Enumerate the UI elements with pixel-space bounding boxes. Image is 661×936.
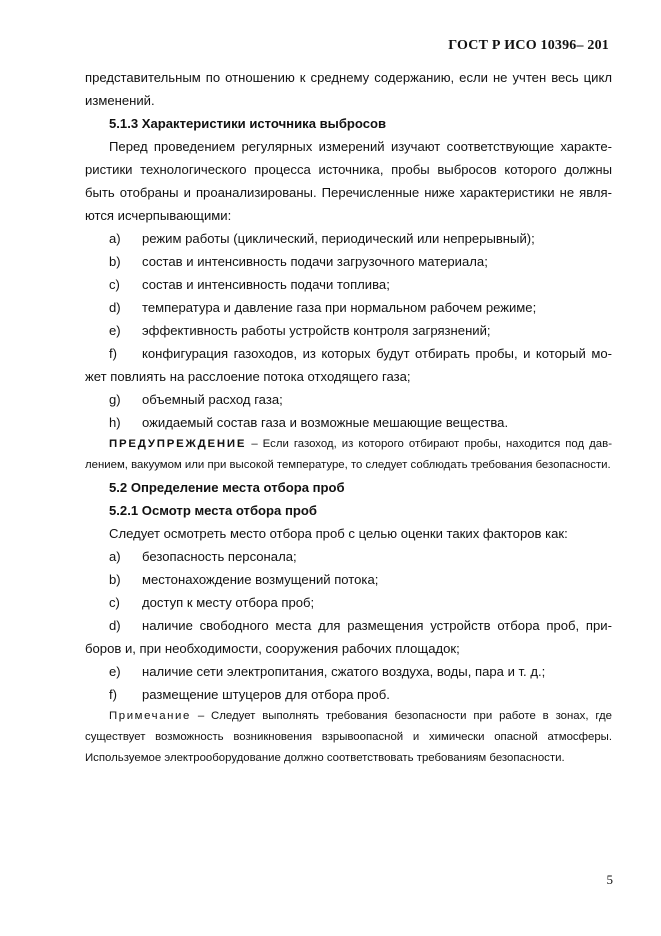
intro-line-2-text: изменений.: [85, 93, 155, 108]
list-item: [85, 227, 612, 250]
section-521-paragraph: Следует осмотреть место отбора проб с целью оценки таких факторов как:: [109, 526, 568, 541]
list-item: [85, 545, 612, 568]
list-item-label: f): [109, 687, 117, 702]
note: [85, 706, 612, 769]
list-item-label: g): [109, 392, 121, 407]
warning-text: – Если газоход, из которого отбирают пробы, находится под давлением, вакуумом или при высокой температуре, то следует соблюдать требования безопасности.: [85, 438, 612, 471]
section-521-heading: 5.2.1 Осмотр места отбора проб: [109, 503, 317, 518]
list-item-label: d): [109, 300, 121, 315]
list-item: [85, 614, 612, 660]
document-body: [85, 66, 612, 769]
list-item-label: c): [109, 277, 120, 292]
list-item-label: e): [109, 323, 121, 338]
note-text: – Следует выполнять требования безопасности при работе в зонах, где существует возможность возникновения взрывоопасной и химически опасной атмосферы. Используемое электрооборудование должно соответствовать требованиям безопасности.: [85, 710, 612, 764]
list-item-text: эффективность работы устройств контроля загрязнений;: [142, 323, 491, 338]
list-item: [85, 342, 612, 388]
list-item-label: f): [109, 346, 117, 361]
list-item: [85, 296, 612, 319]
list-item-text: безопасность персонала;: [142, 549, 297, 564]
list-item-text: объемный расход газа;: [142, 392, 283, 407]
list-item: [85, 250, 612, 273]
list-item-text: местонахождение возмущений потока;: [142, 572, 379, 587]
list-item: [85, 591, 612, 614]
list-item-label: b): [109, 254, 121, 269]
intro-line-1: [85, 66, 612, 89]
section-513-heading: 5.1.3 Характеристики источника выбросов: [109, 116, 387, 131]
list-item-label: h): [109, 415, 121, 430]
list-item: [85, 319, 612, 342]
list-item-label: d): [109, 618, 121, 633]
list-item-label: c): [109, 595, 120, 610]
list-item-text: конфигурация газоходов, из которых будут отбирать пробы, и который может повлиять на расслоение потока отходящего газа;: [85, 346, 612, 384]
list-item-text: температура и давление газа при нормальном рабочем режиме;: [142, 300, 537, 315]
intro-line-1-text: представительным по отношению к среднему содержанию, если не учтен весь цикл: [85, 70, 612, 85]
list-item-text: состав и интенсивность подачи топлива;: [142, 277, 390, 292]
section-513-paragraph: Перед проведением регулярных измерений изучают соответствующие характеристики технологического процесса источника, пробы выбросов которого должны быть отобраны и проанализированы. Перечисленные ниже характеристики не являются исчерпывающими:: [85, 139, 612, 223]
list-item-label: e): [109, 664, 121, 679]
list-item-label: a): [109, 549, 121, 564]
list-item: [85, 273, 612, 296]
list-item-text: наличие свободного места для размещения устройств отбора проб, приборов и, при необходимости, сооружения рабочих площадок;: [85, 618, 612, 656]
document-code-header: ГОСТ Р ИСО 10396– 201: [448, 38, 609, 53]
warning-label: ПРЕДУПРЕЖДЕНИЕ: [109, 438, 247, 450]
list-item-text: размещение штуцеров для отбора проб.: [142, 687, 390, 702]
list-item-label: a): [109, 231, 121, 246]
list-item-text: наличие сети электропитания, сжатого воздуха, воды, пара и т. д.;: [142, 664, 546, 679]
list-item: [85, 388, 612, 411]
list-item: [85, 568, 612, 591]
list-item: [85, 660, 612, 683]
list-item-text: доступ к месту отбора проб;: [142, 595, 315, 610]
list-item-text: состав и интенсивность подачи загрузочного материала;: [142, 254, 488, 269]
list-item-label: b): [109, 572, 121, 587]
intro-line-2: [85, 89, 612, 112]
section-52-heading: 5.2 Определение места отбора проб: [109, 480, 345, 495]
page-number: 5: [606, 872, 613, 887]
note-label: Примечание: [109, 710, 191, 722]
list-item-text: режим работы (циклический, периодический или непрерывный);: [142, 231, 535, 246]
warning-note: [85, 434, 612, 476]
list-item: [85, 411, 612, 434]
list-item: [85, 683, 612, 706]
list-item-text: ожидаемый состав газа и возможные мешающие вещества.: [142, 415, 509, 430]
